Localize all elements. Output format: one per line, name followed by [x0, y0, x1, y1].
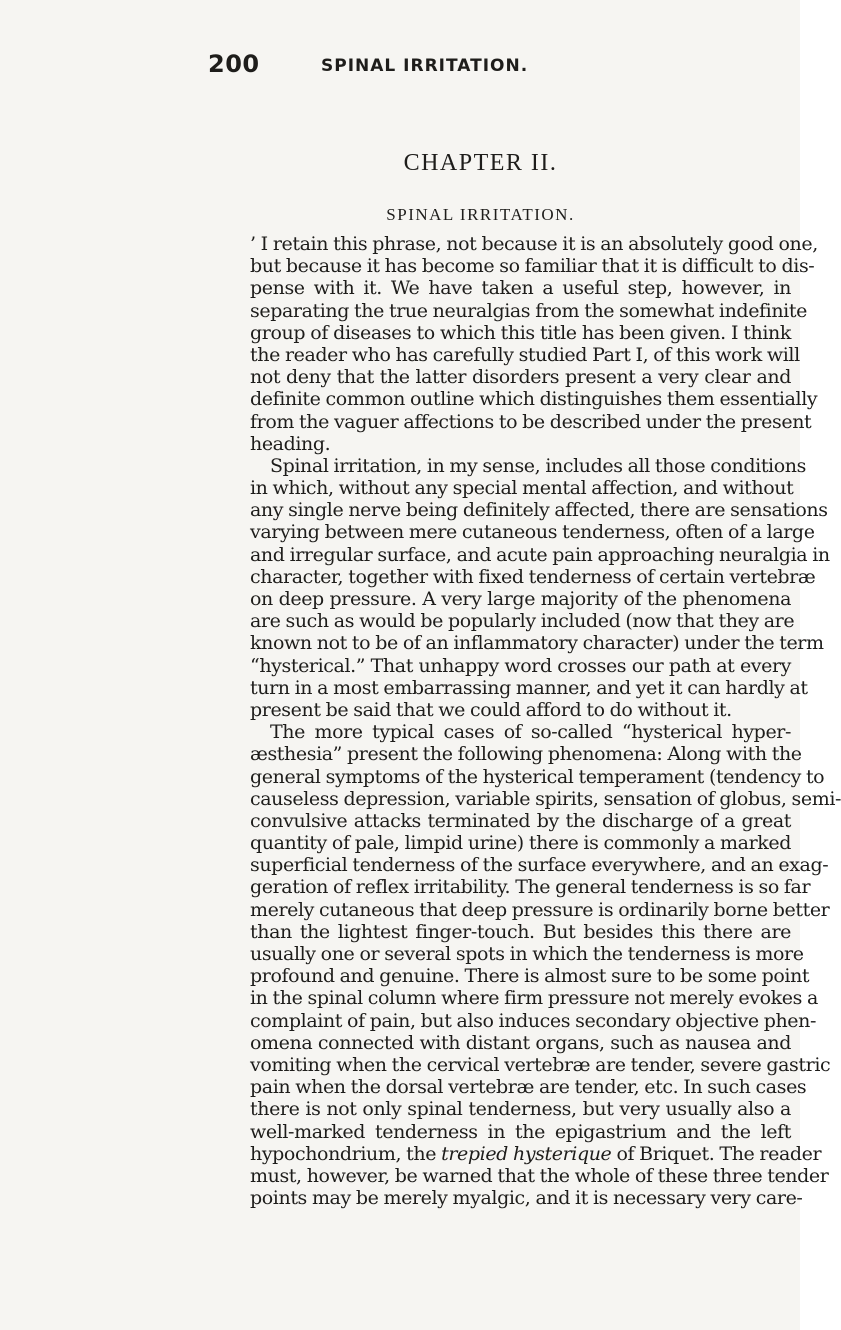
paragraph-start-line: Spinal irritation, in my sense, includes all those conditions [270, 454, 806, 477]
text-line: æsthesia” present the following phenomena: Along with the [250, 743, 802, 766]
text-line: known not to be of an inflammatory character) under the term [250, 632, 824, 655]
text-line: superficial tenderness of the surface everywhere, and an exag- [250, 854, 829, 877]
text-line: omena connected with distant organs, such as nausea and [250, 1031, 791, 1054]
text-line: varying between mere cutaneous tenderness, often of a large [250, 521, 815, 544]
text-line: than the lightest finger-touch. But besides this there are [250, 920, 791, 943]
running-head [208, 50, 753, 80]
text-line: heading. [250, 432, 331, 455]
text-line: must, however, be warned that the whole of these three tender [250, 1164, 829, 1187]
paragraph-start-line: The more typical cases of so-called “hysterical hyper- [270, 721, 791, 744]
text-line: convulsive attacks terminated by the discharge of a great [250, 809, 791, 832]
text-line: on deep pressure. A very large majority of the phenomena [250, 588, 791, 610]
text-run: hypochondrium, the [250, 1142, 442, 1165]
text-line: not deny that the latter disorders present a very clear and [250, 366, 791, 389]
text-line: usually one or several spots in which the tenderness is more [250, 943, 804, 965]
text-line: vomiting when the cervical vertebræ are tender, severe gastric [250, 1053, 831, 1076]
italic-term: trepied hysterique [441, 1142, 612, 1165]
text-line: present be said that we could afford to do without it. [250, 698, 732, 721]
text-line: there is not only spinal tenderness, but very usually also a [250, 1098, 791, 1121]
chapter-title: CHAPTER II. [403, 150, 558, 176]
text-line: in which, without any special mental affection, and without [250, 477, 794, 500]
text-line: pain when the dorsal vertebræ are tender, etc. In such cases [250, 1076, 807, 1099]
section-title: SPINAL IRRITATION. [386, 205, 575, 224]
text-line: general symptoms of the hysterical temperament (tendency to [250, 765, 825, 788]
text-line: pense with it. We have taken a useful step, however, in [250, 277, 791, 300]
text-line: definite common outline which distinguishes them essentially [250, 388, 818, 411]
page-number: 200 [208, 50, 260, 78]
text-line: ’ I retain this phrase, not because it is an absolutely good one, [250, 233, 818, 255]
text-line-with-italic [250, 1142, 822, 1165]
text-line: turn in a most embarrassing manner, and yet it can hardly at [250, 676, 808, 699]
text-line: points may be merely myalgic, and it is necessary very care- [250, 1187, 803, 1210]
text-line: complaint of pain, but also induces secondary objective phen- [250, 1009, 817, 1032]
text-line: group of diseases to which this title has been given. I think [250, 321, 791, 344]
text-line: from the vaguer affections to be described under the present [250, 410, 812, 433]
text-line: well-marked tenderness in the epigastrium and the left [250, 1120, 791, 1143]
text-line: profound and genuine. There is almost sure to be some point [250, 965, 810, 988]
text-line: and irregular surface, and acute pain approaching neuralgia in [250, 543, 830, 566]
text-line: but because it has become so familiar that it is difficult to dis- [250, 255, 815, 278]
text-line: merely cutaneous that deep pressure is ordinarily borne better [250, 898, 830, 921]
text-line: character, together with fixed tenderness of certain vertebræ [250, 565, 816, 588]
text-line: are such as would be popularly included (now that they are [250, 610, 795, 633]
text-line: in the spinal column where firm pressure not merely evokes a [250, 987, 818, 1010]
body-text [250, 233, 841, 1210]
text-line: any single nerve being definitely affected, there are sensations [250, 499, 828, 522]
text-line: quantity of pale, limpid urine) there is commonly a marked [250, 832, 791, 855]
text-line: causeless depression, variable spirits, sensation of globus, semi- [250, 787, 841, 810]
running-title: SPINAL IRRITATION. [321, 56, 529, 76]
text-run: of Briquet. The reader [611, 1142, 822, 1165]
text-line: geration of reflex irritability. The general tenderness is so far [250, 876, 811, 899]
text-line: the reader who has carefully studied Part I, of this work will [250, 343, 800, 366]
text-line: separating the true neuralgias from the somewhat indefinite [250, 299, 807, 322]
text-line: “hysterical.” That unhappy word crosses our path at every [250, 654, 791, 677]
